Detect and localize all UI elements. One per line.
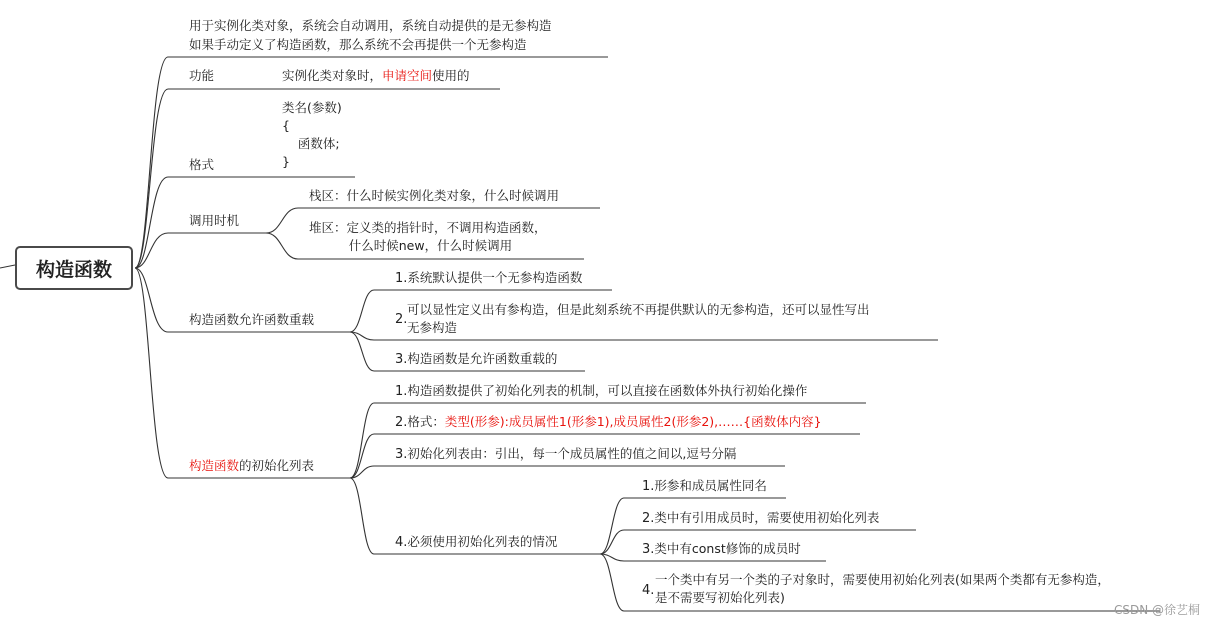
initlist-label-rest: 的初始化列表 <box>239 458 315 473</box>
overload-item-3 <box>395 350 557 369</box>
intro-line-1: 用于实例化类对象，系统会自动调用，系统自动提供的是无参构造 <box>189 18 552 33</box>
format-code: 类名(参数) { 函数体; } <box>282 100 342 169</box>
function-desc-a: 实例化类对象时， <box>282 68 383 83</box>
initlist-item-1-num: 1. <box>395 384 408 399</box>
function-label: 功能 <box>189 68 215 83</box>
overload-item-3-text: 构造函数是允许函数重载的 <box>407 351 558 366</box>
overload-item-2-num: 2. <box>395 312 408 327</box>
overload-item-1 <box>395 269 582 288</box>
initlist-item-3-num: 3. <box>395 447 408 462</box>
initlist-item-3 <box>395 445 736 464</box>
overload-label: 构造函数允许函数重载 <box>189 312 315 327</box>
case-item-1-num: 1. <box>642 479 655 494</box>
initlist-item-2-syntax: 类型(形参):成员属性1(形参1),成员属性2(形参2),……{函数体内容} <box>444 414 822 429</box>
case-item-4-text: 一个类中有另一个类的子对象时，需要使用初始化列表(如果两个类都有无参构造， 是不需要写初始化列表) <box>655 572 1110 605</box>
root-label: 构造函数 <box>35 258 112 281</box>
initlist-label-highlight: 构造函数 <box>189 458 240 473</box>
root-left-stub <box>0 265 15 268</box>
format-label: 格式 <box>189 157 215 172</box>
initlist-item-4 <box>395 533 557 552</box>
overload-item-1-text: 系统默认提供一个无参构造函数 <box>407 270 583 285</box>
initlist-item-3-text: 初始化列表由：引出，每一个成员属性的值之间以,逗号分隔 <box>407 446 737 461</box>
intro-line-2: 如果手动定义了构造函数，那么系统不会再提供一个无参构造 <box>189 37 527 52</box>
initlist-item-4-num: 4. <box>395 535 408 550</box>
case-item-1-text: 形参和成员属性同名 <box>654 478 767 493</box>
case-item-3-num: 3. <box>642 542 655 557</box>
overload-item-1-num: 1. <box>395 271 408 286</box>
case-item-3 <box>642 540 801 559</box>
case-item-2-text: 类中有引用成员时，需要使用初始化列表 <box>654 510 880 525</box>
root-node[interactable] <box>15 246 133 290</box>
initlist-item-2-text-a: 格式： <box>407 414 445 429</box>
case-item-1 <box>642 477 767 496</box>
function-desc <box>282 67 470 85</box>
case-item-4-num: 4. <box>642 583 655 598</box>
case-item-2 <box>642 509 879 528</box>
overload-item-3-num: 3. <box>395 352 408 367</box>
function-desc-c: 使用的 <box>432 68 470 83</box>
initlist-item-2-num: 2. <box>395 415 408 430</box>
connector-root-calltime <box>135 233 266 268</box>
initlist-item-1 <box>395 382 807 401</box>
case-item-2-num: 2. <box>642 511 655 526</box>
initlist-item-1-text: 构造函数提供了初始化列表的机制，可以直接在函数体外执行初始化操作 <box>407 383 808 398</box>
initlist-item-2 <box>395 413 822 432</box>
function-desc-highlight: 申请空间 <box>382 68 433 83</box>
case-item-3-text: 类中有const修饰的成员时 <box>654 541 801 556</box>
calltime-heap: 堆区：定义类的指针时，不调用构造函数， 什么时候new，什么时候调用 <box>309 220 547 253</box>
initlist-item-4-text: 必须使用初始化列表的情况 <box>407 534 558 549</box>
connector-root-initlist <box>135 268 350 478</box>
overload-item-2-text: 可以显性定义出有参构造，但是此刻系统不再提供默认的无参构造，还可以显性写出 无参构造 <box>407 302 870 335</box>
initlist-label <box>189 457 314 475</box>
calltime-stack: 栈区：什么时候实例化类对象，什么时候调用 <box>309 188 560 203</box>
csdn-watermark: CSDN @徐艺桐 <box>1113 603 1200 617</box>
calltime-label: 调用时机 <box>189 213 240 228</box>
